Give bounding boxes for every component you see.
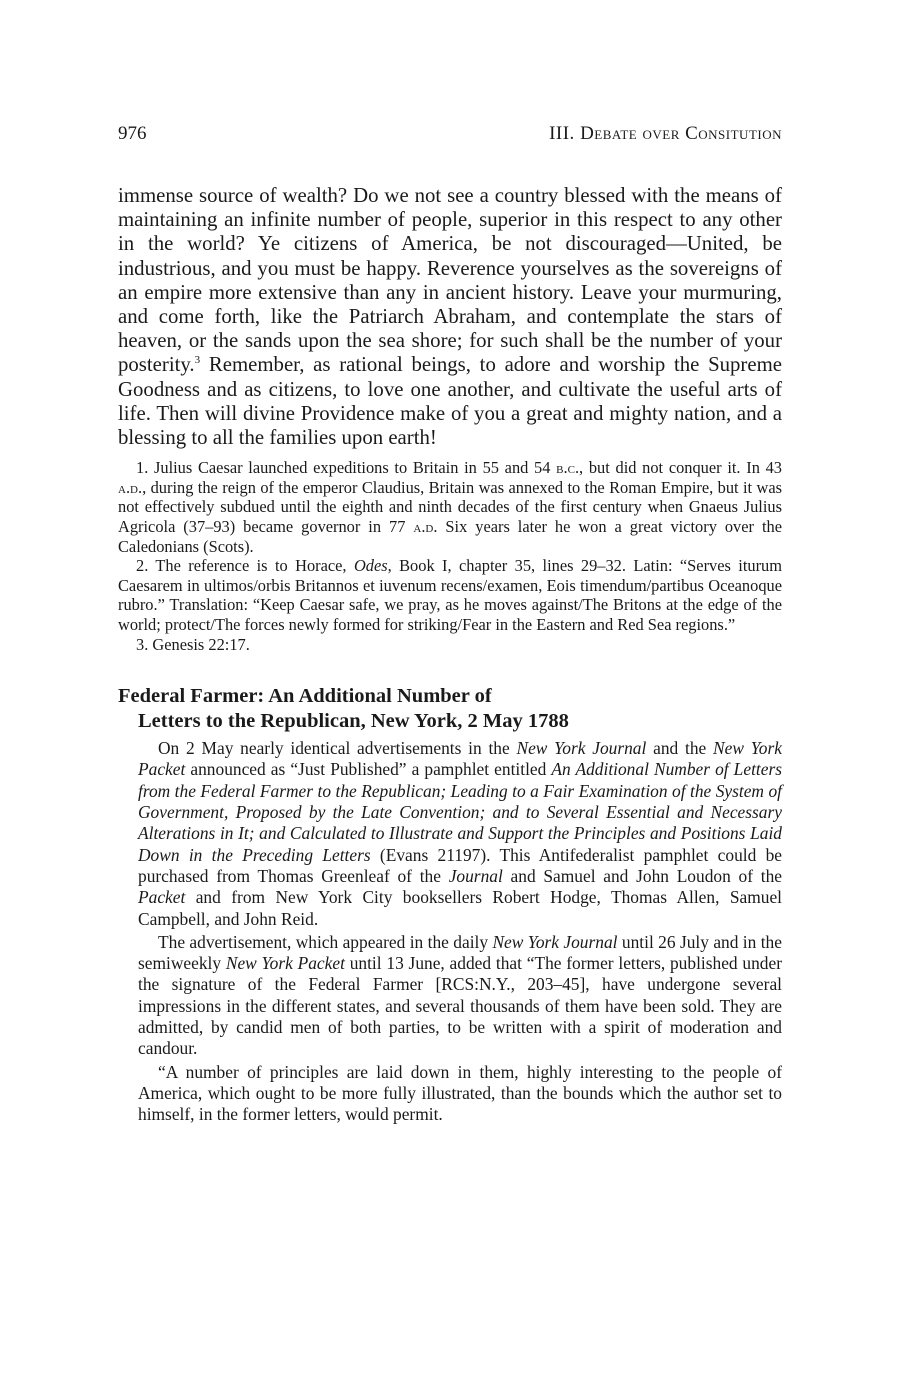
footnote-ref: 3 [194, 354, 201, 367]
section-title: Federal Farmer: An Additional Number of Letters to the Republican, New York, 2 May 1788 [118, 685, 569, 733]
footnotes [118, 458, 782, 654]
footnote-1: 1. Julius Caesar launched expeditions to Britain in 55 and 54 b.c., but did not conquer it. In 43 a.d., during the reign of the emperor Claudius, Britain was annexed to the Roman Empire, but it was not effectively subdued until the eighth and ninth decades of the first century when Gnaeus Julius Agricola (37–93) became governor in 77 a.d. Six years later he won a great victory over the Caledonians (Scots). [118, 458, 782, 556]
running-head: III. Debate over Consitution [549, 123, 782, 144]
main-text [118, 184, 782, 450]
intro-paragraph-3: “A number of principles are laid down in them, highly interesting to the people of America, which ought to be more fully illustrated, than the bounds which the author set to himself, in the former letters, would permit. [138, 1061, 782, 1125]
footnote-3: 3. Genesis 22:17. [136, 634, 250, 654]
page-number: 976 [118, 123, 147, 144]
section-intro [118, 738, 782, 1125]
intro-paragraph-2: The advertisement, which appeared in the daily New York Journal until 26 July and in the semiweekly New York Packet until 13 June, added that “The former letters, published under the signature of the Federal Farmer [RCS:N.Y., 203–45], have undergone several impressions in the different states, and several thousands of them have been sold. They are admitted, by candid men of both parties, to be written with a spirit of moderation and candour. [138, 931, 782, 1059]
page-header [118, 120, 782, 148]
document-page [118, 120, 782, 1128]
main-paragraph: immense source of wealth? Do we not see a country blessed with the means of maintaining an infinite number of people, superior in this respect to any other in the world? Ye citizens of America, be not discouraged—United, be industrious, and you must be happy. Reverence yourselves as the sovereigns of an empire more extensive than any in ancient history. Leave your murmuring, and come forth, like the Patriarch Abraham, and contemplate the stars of heaven, or the sands upon the sea shore; for such shall be the number of your posterity.$^3$ Remember, as rational beings, to adore and worship the Supreme Goodness and as citizens, to love one another, and cultivate the useful arts of life. Then will divine Providence make of you a great and mighty nation, and a blessing to all the families upon earth! [118, 184, 782, 450]
footnote-2: 2. The reference is to Horace, Odes, Book I, chapter 35, lines 29–32. Latin: “Serves iturum Caesarem in ultimos/orbis Britannos et iuvenum recens/examen, Eois timendum/partibus Oceanoque rubro.” Translation: “Keep Caesar safe, we pray, as he moves against/The Britons at the edge of the world; protect/The forces newly formed for striking/Fear in the Eastern and Red Sea regions.” [118, 556, 782, 634]
intro-paragraph-1: On 2 May nearly identical advertisements in the New York Journal and the New York Packet announced as “Just Published” a pamphlet entitled An Additional Number of Letters from the Federal Farmer to the Republican; Leading to a Fair Examination of the System of Government, Proposed by the Late Convention; and to Several Essential and Necessary Alterations in It; and Calculated to Illustrate and Support the Principles and Positions Laid Down in the Preceding Letters (Evans 21197). This Antifederalist pamphlet could be purchased from Thomas Greenleaf of the Journal and Samuel and John Loudon of the Packet and from New York City booksellers Robert Hodge, Thomas Allen, Samuel Campbell, and John Reid. [138, 738, 782, 929]
